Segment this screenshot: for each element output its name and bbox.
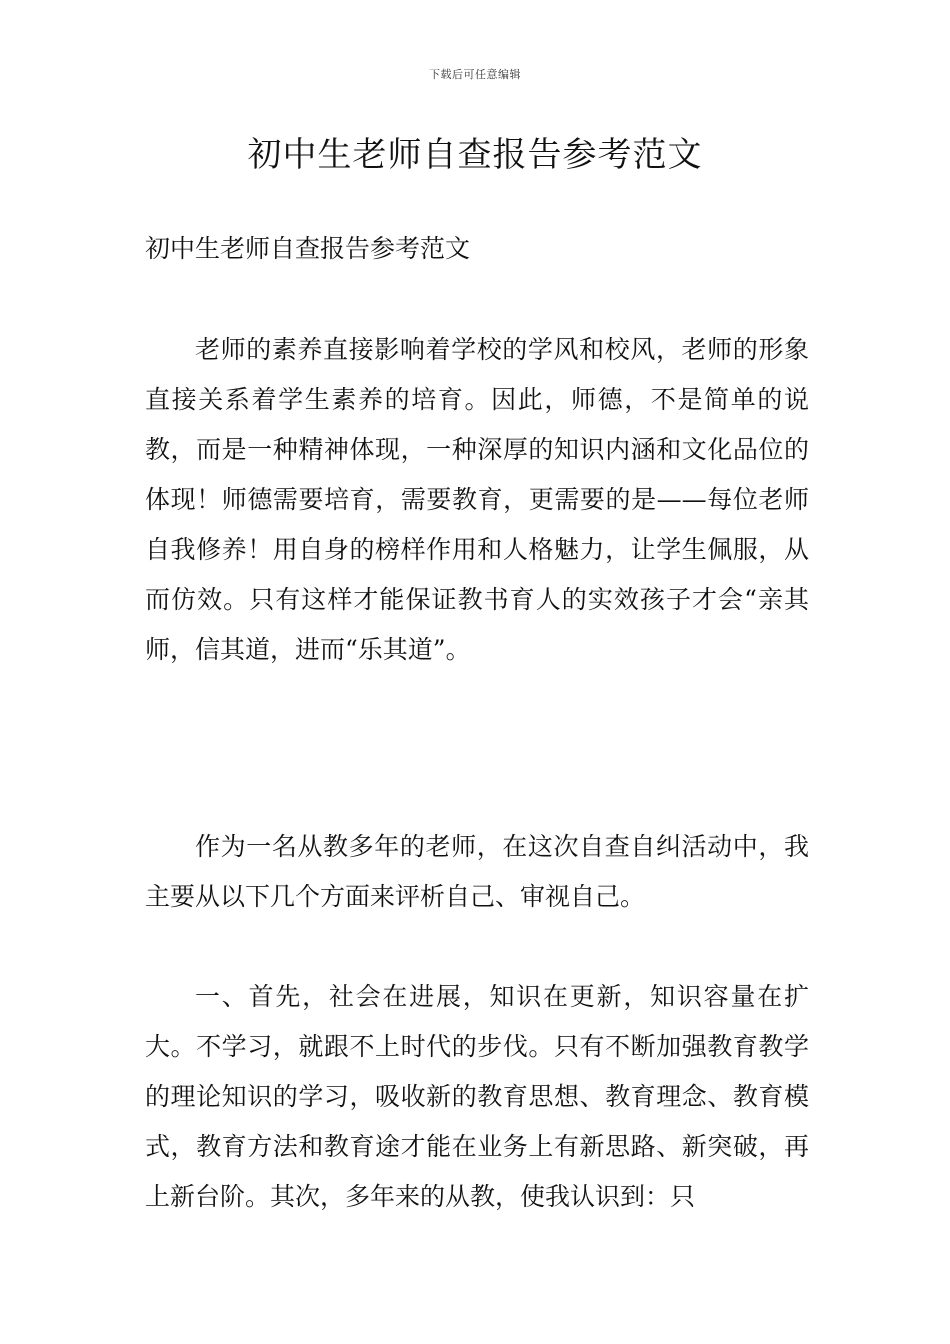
- paragraph-point-one: 一、首先，社会在进展，知识在更新，知识容量在扩大。不学习，就跟不上时代的步伐。只有不断加强教育教学的理论知识的学习，吸收新的教育思想、教育理念、教育模式，教育方法和教育途才能在业务上有新思路、新突破，再上新台阶。其次，多年来的从教，使我认识到：只: [145, 982, 809, 1211]
- paragraph-intro: 老师的素养直接影响着学校的学风和校风，老师的形象直接关系着学生素养的培育。因此，师德，不是简单的说教，而是一种精神体现，一种深厚的知识内涵和文化品位的体现！师德需要培育，需要教育，更需要的是——每位老师自我修养！用自身的榜样作用和人格魅力，让学生佩服，从而仿效。只有这样才能保证教书育人的实效孩子才会“亲其师，信其道，进而“乐其道”。: [145, 335, 809, 664]
- paragraph-self-review: 作为一名从教多年的老师，在这次自查自纠活动中，我主要从以下几个方面来评析自己、审视自己。: [145, 832, 809, 911]
- header-note: 下载后可任意编辑: [429, 68, 521, 81]
- document-subtitle: 初中生老师自查报告参考范文: [145, 234, 471, 263]
- document-title: 初中生老师自查报告参考范文: [247, 135, 703, 175]
